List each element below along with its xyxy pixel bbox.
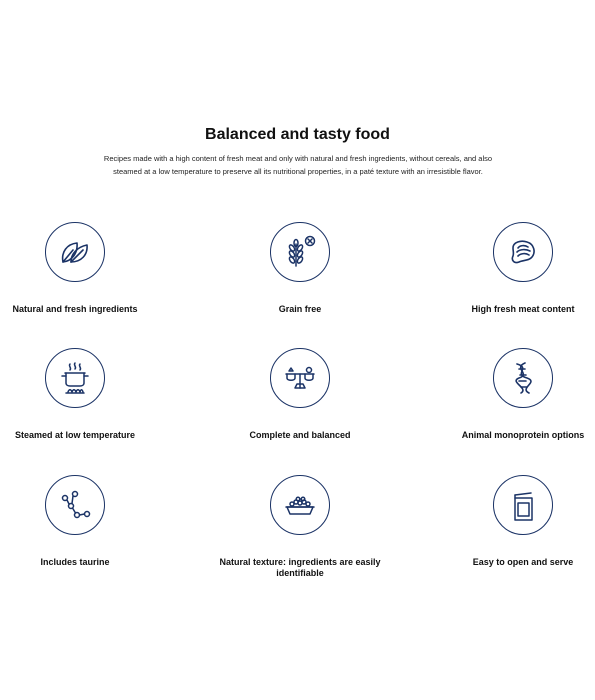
page-title: Balanced and tasty food <box>205 126 390 143</box>
feature-label: High fresh meat content <box>471 304 575 314</box>
feature-label: Easy to open and serve <box>472 557 574 567</box>
feature-grain-free <box>215 222 385 315</box>
grain-free-icon <box>270 222 330 282</box>
feature-monoprotein <box>438 348 595 441</box>
steaming-pot-icon <box>45 348 105 408</box>
feature-label: Complete and balanced <box>249 430 351 440</box>
molecule-icon <box>45 475 105 535</box>
feature-high-meat <box>438 222 595 315</box>
feature-natural-ingredients <box>0 222 160 315</box>
feature-label: Natural texture: ingredients are easily identifiable <box>219 557 381 578</box>
dna-helix-icon <box>493 348 553 408</box>
meat-steak-icon <box>493 222 553 282</box>
feature-label: Animal monoprotein options <box>461 430 585 440</box>
balance-scale-icon <box>270 348 330 408</box>
feature-label: Steamed at low temperature <box>14 430 136 440</box>
feature-easy-open <box>438 475 595 568</box>
feature-complete-balanced <box>215 348 385 441</box>
food-bowl-icon <box>270 475 330 535</box>
feature-label: Grain free <box>278 304 322 314</box>
feature-taurine <box>0 475 160 568</box>
intro-paragraph: Recipes made with a high content of fresh meat and only with natural and fresh ingredients, without cereals, and also steamed at a low temperature to preserve all its nutritional properties, in a paté texture with an irresistible flavor. <box>103 154 493 176</box>
feature-label: Natural and fresh ingredients <box>12 304 138 314</box>
leaf-icon <box>45 222 105 282</box>
can-open-icon <box>493 475 553 535</box>
feature-label: Includes taurine <box>40 557 110 567</box>
feature-steamed <box>0 348 160 441</box>
feature-natural-texture <box>215 475 385 579</box>
